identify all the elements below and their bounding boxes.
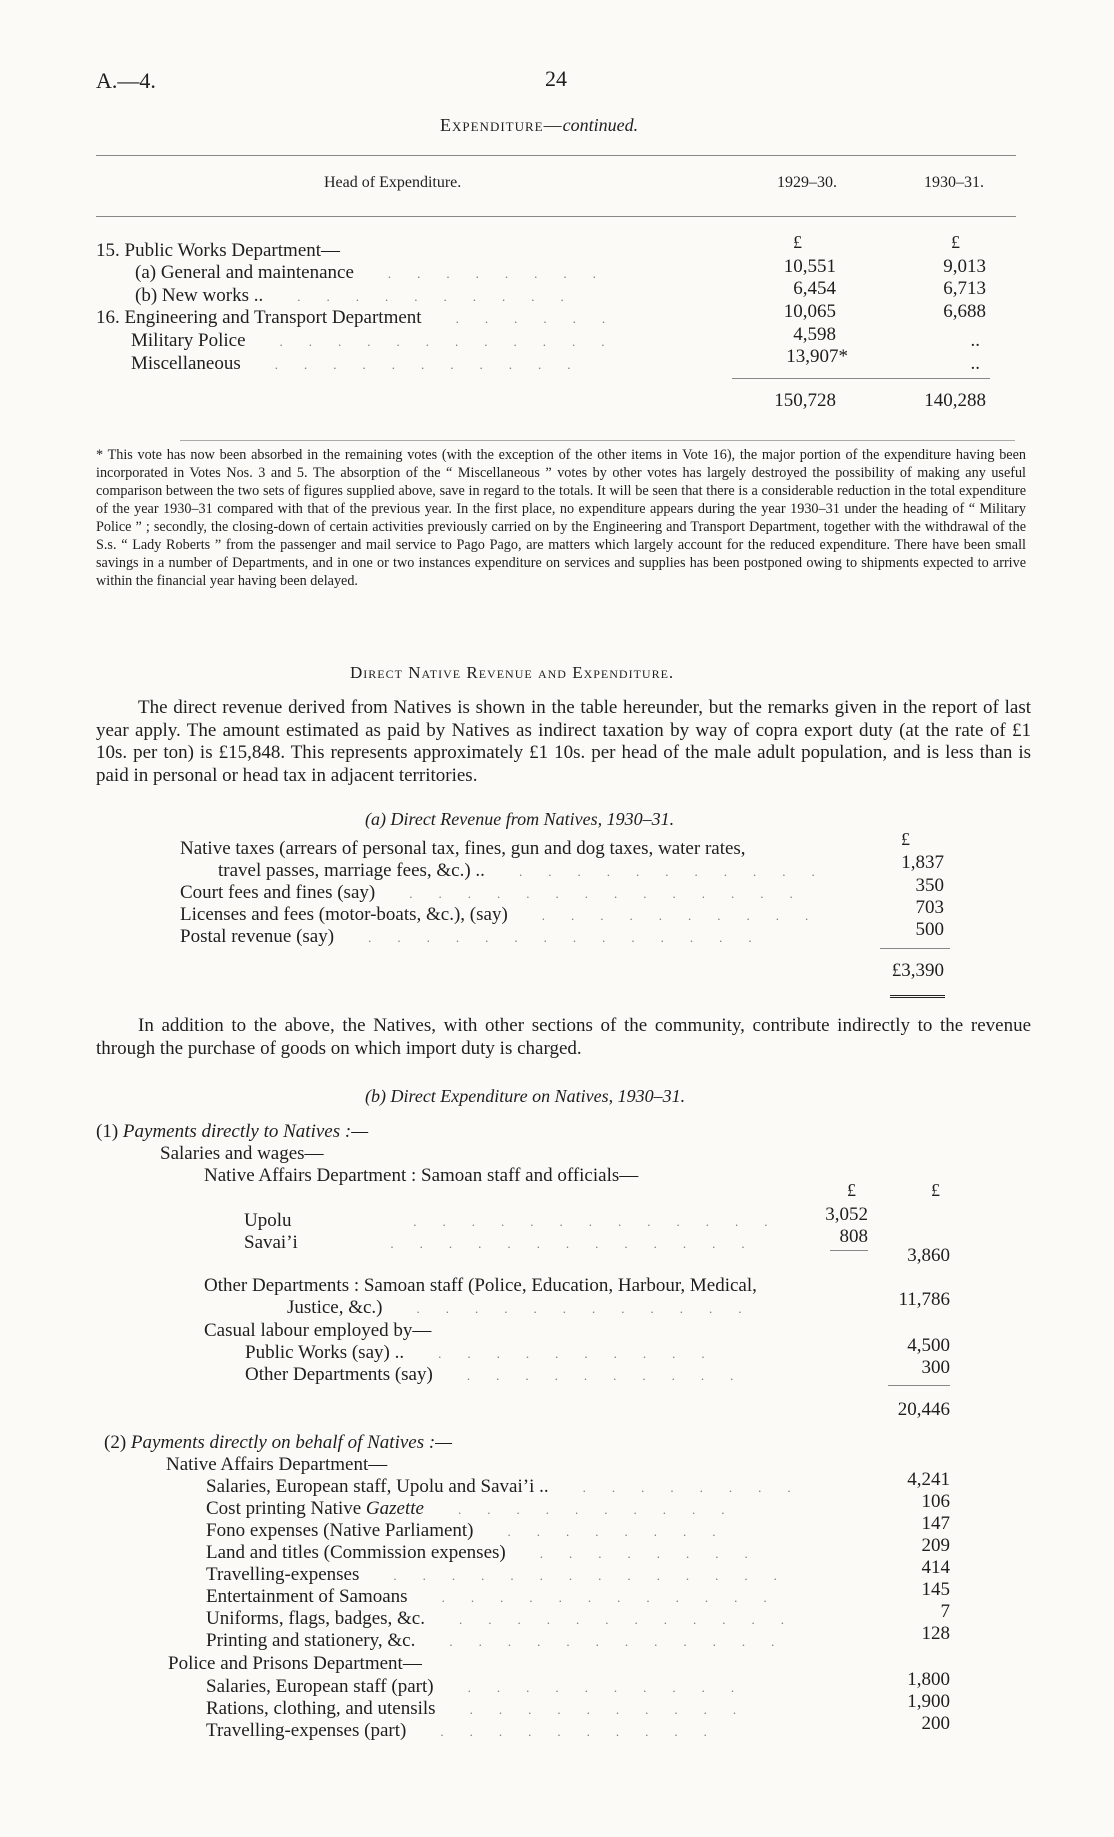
native-affairs-dept-heading: Native Affairs Department— bbox=[166, 1454, 388, 1475]
naff-value-entertainment: 145 bbox=[921, 1579, 950, 1600]
value-1929-miscellaneous: 13,907* bbox=[786, 346, 848, 367]
part1-heading: (1) Payments directly to Natives :— bbox=[96, 1121, 369, 1142]
public-works-value: 4,500 bbox=[907, 1335, 950, 1356]
savaii-value: 808 bbox=[839, 1226, 868, 1247]
naff-value-travelling: 414 bbox=[921, 1557, 950, 1578]
total-1929: 150,728 bbox=[774, 390, 836, 411]
row-new-works: (b) New works .. .......... bbox=[135, 285, 590, 306]
upolu-value: 3,052 bbox=[825, 1204, 868, 1225]
revenue-row-travel-passes: travel passes, marriage fees, &c.) .. ........... bbox=[218, 860, 841, 881]
section-title-native: Direct Native Revenue and Expenditure. bbox=[350, 663, 675, 682]
naff-row-gazette: Cost printing Native Gazette .......... bbox=[206, 1498, 751, 1519]
table-top-rule bbox=[96, 155, 1016, 156]
revenue-row-postal: Postal revenue (say) .............. bbox=[180, 926, 778, 947]
revenue-total-rule bbox=[880, 948, 950, 949]
savaii-row: Savai’i ............. bbox=[244, 1232, 771, 1253]
naff-value-printing: 128 bbox=[921, 1623, 950, 1644]
casual-labour-heading: Casual labour employed by— bbox=[204, 1320, 432, 1341]
revenue-value-court-fees: 350 bbox=[915, 875, 944, 896]
row-general-maintenance: (a) General and maintenance ........ bbox=[135, 262, 622, 283]
value-1929-engineering: 10,065 bbox=[783, 301, 836, 322]
total-rule bbox=[732, 378, 990, 379]
row-miscellaneous: Miscellaneous ........... bbox=[131, 353, 597, 374]
naff-subtotal: 3,860 bbox=[907, 1245, 950, 1266]
other-departments-value: 11,786 bbox=[898, 1289, 950, 1310]
police-value-rations: 1,900 bbox=[907, 1691, 950, 1712]
value-1929-new-works: 6,454 bbox=[793, 278, 836, 299]
revenue-row-court-fees: Court fees and fines (say) .............. bbox=[180, 882, 819, 903]
police-row-travelling: Travelling-expenses (part) .......... bbox=[206, 1720, 733, 1741]
total-1930: 140,288 bbox=[924, 390, 986, 411]
part2-heading: (2) Payments directly on behalf of Natives :— bbox=[104, 1432, 453, 1453]
naff-value-land-titles: 209 bbox=[921, 1535, 950, 1556]
currency-col-b: £ bbox=[931, 1180, 940, 1200]
other-departments-line1: Other Departments : Samoan staff (Police, Education, Harbour, Medical, bbox=[204, 1275, 757, 1296]
revenue-row-licenses: Licenses and fees (motor-boats, &c.), (say) .......... bbox=[180, 904, 835, 925]
police-value-salaries: 1,800 bbox=[907, 1669, 950, 1690]
currency-1930: £ bbox=[951, 232, 960, 252]
column-head-expenditure: Head of Expenditure. bbox=[324, 174, 462, 191]
document-reference: A.—4. bbox=[96, 68, 156, 93]
value-1930-general: 9,013 bbox=[943, 256, 986, 277]
police-row-rations: Rations, clothing, and utensils .......... bbox=[206, 1698, 763, 1719]
value-1930-military-police: .. bbox=[970, 330, 980, 351]
value-1929-military-police: 4,598 bbox=[793, 324, 836, 345]
naff-row-entertainment: Entertainment of Samoans ............ bbox=[206, 1586, 793, 1607]
naff-row-fono: Fono expenses (Native Parliament) ........ bbox=[206, 1520, 742, 1541]
naff-value-uniforms: 7 bbox=[940, 1601, 950, 1622]
revenue-value-postal: 500 bbox=[915, 919, 944, 940]
expenditure-title: Expenditure—continued. bbox=[440, 115, 639, 135]
other-departments-casual-row: Other Departments (say) .......... bbox=[245, 1364, 760, 1385]
police-prisons-heading: Police and Prisons Department— bbox=[168, 1653, 422, 1674]
row-engineering: 16. Engineering and Transport Department ...... bbox=[96, 307, 632, 328]
naff-row-salaries: Salaries, European staff, Upolu and Savai’i .. ........ bbox=[206, 1476, 817, 1497]
revenue-total: £3,390 bbox=[891, 960, 944, 981]
column-head-1929: 1929–30. bbox=[777, 174, 837, 191]
salaries-wages-heading: Salaries and wages— bbox=[160, 1143, 324, 1164]
police-row-salaries: Salaries, European staff (part) .......... bbox=[206, 1676, 761, 1697]
expenditure-subtitle: (b) Direct Expenditure on Natives, 1930–31. bbox=[365, 1086, 686, 1106]
revenue-double-rule bbox=[890, 995, 945, 998]
public-works-row: Public Works (say) .. .......... bbox=[245, 1342, 731, 1363]
naff-row-travelling: Travelling-expenses .............. bbox=[206, 1564, 803, 1585]
page-number: 24 bbox=[545, 66, 567, 91]
upolu-row: Upolu ............. bbox=[244, 1210, 794, 1231]
table-head-rule bbox=[96, 216, 1016, 217]
other-departments-casual-value: 300 bbox=[921, 1357, 950, 1378]
revenue-currency: £ bbox=[901, 829, 910, 849]
value-1930-miscellaneous: .. bbox=[970, 353, 980, 374]
naff-row-printing: Printing and stationery, &c. ............ bbox=[206, 1630, 801, 1651]
part1-total-rule bbox=[888, 1385, 950, 1386]
native-affairs-samoan-staff: Native Affairs Department : Samoan staff and officials— bbox=[204, 1165, 639, 1186]
column-head-1930: 1930–31. bbox=[924, 174, 984, 191]
naff-value-fono: 147 bbox=[921, 1513, 950, 1534]
part1-total: 20,446 bbox=[897, 1399, 950, 1420]
currency-1929: £ bbox=[793, 232, 802, 252]
police-value-travelling: 200 bbox=[921, 1713, 950, 1734]
revenue-value-native-taxes: 1,837 bbox=[901, 852, 944, 873]
addition-paragraph: In addition to the above, the Natives, with other sections of the community, contribute indirectly to the revenue through the purchase of goods on which import duty is charged. bbox=[96, 1015, 1031, 1059]
value-1929-general: 10,551 bbox=[783, 256, 836, 277]
currency-col-a: £ bbox=[847, 1180, 856, 1200]
naff-row-land-titles: Land and titles (Commission expenses) ........ bbox=[206, 1542, 774, 1563]
naff-row-uniforms: Uniforms, flags, badges, &c. ............ bbox=[206, 1608, 810, 1629]
row-public-works: 15. Public Works Department— bbox=[96, 240, 341, 261]
footnote: * This vote has now been absorbed in the remaining votes (with the exception of the other items in Vote 16), the major portion of the expenditure having been incorporated in Votes Nos. 3 and 5. The absorption of the “ Miscellaneous ” votes by other votes has largely destroyed the possibility of making any useful comparison between the two sets of figures supplied above, save in regard to the totals. It will be seen that there is a considerable reduction in the total expenditure of the year 1930–31 compared with that of the previous year. In the first place, no expenditure appears during the year 1930–31 under the heading of “ Military Police ” ; secondly, the closing-down of certain activities previously carried on by the Engineering and Transport Department, together with the withdrawal of the S.s. “ Lady Roberts ” from the passenger and mail service to Pago Pago, are matters which largely account for the reduced expenditure. There have been small savings in a number of Departments, and in one or two instances expenditure on services and supplies has been postponed owing to shipments expected to arrive within the financial year having been delayed. bbox=[96, 447, 1026, 589]
value-1930-engineering: 6,688 bbox=[943, 301, 986, 322]
revenue-value-licenses: 703 bbox=[915, 897, 944, 918]
value-1930-new-works: 6,713 bbox=[943, 278, 986, 299]
revenue-subtitle: (a) Direct Revenue from Natives, 1930–31. bbox=[365, 809, 675, 829]
table-bottom-rule bbox=[180, 440, 1015, 441]
naff-value-gazette: 106 bbox=[921, 1491, 950, 1512]
revenue-row-native-taxes: Native taxes (arrears of personal tax, fines, gun and dog taxes, water rates, bbox=[180, 838, 746, 859]
other-departments-line2: Justice, &c.) ............ bbox=[287, 1297, 768, 1318]
naff-value-salaries: 4,241 bbox=[907, 1469, 950, 1490]
row-military-police: Military Police ............ bbox=[131, 330, 631, 351]
native-intro-paragraph: The direct revenue derived from Natives is shown in the table hereunder, but the remarks given in the report of last year apply. The amount estimated as paid by Natives as indirect taxation by way of copra export duty (at the rate of £1 10s. per ton) is £15,848. This represents approximately £1 10s. per head of the male adult population, and is less than is paid in personal or head tax in adjacent territories. bbox=[96, 697, 1031, 786]
